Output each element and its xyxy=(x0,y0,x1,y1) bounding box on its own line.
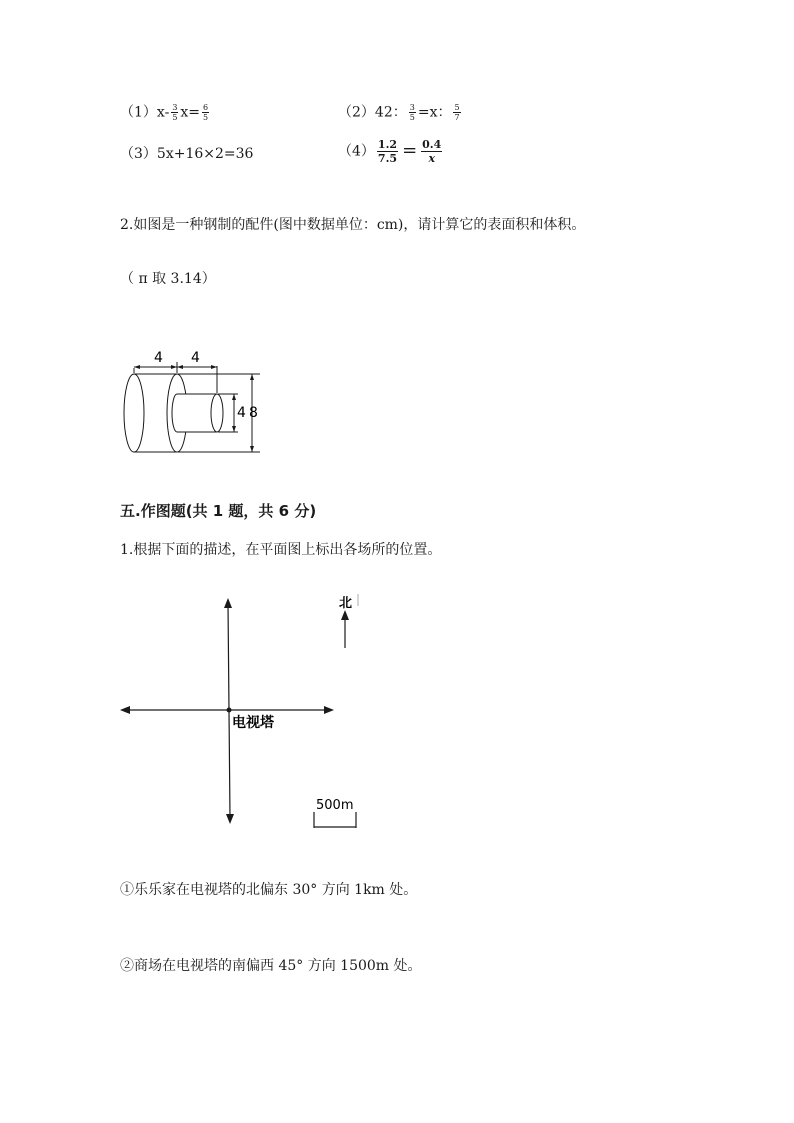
fraction xyxy=(453,103,460,122)
equation-label: （1） xyxy=(120,104,157,121)
question-2-text: 2.如图是一种钢制的配件(图中数据单位：cm)，请计算它的表面积和体积。 xyxy=(120,217,586,233)
axis-arrow-right xyxy=(324,706,334,714)
item-1: ①乐乐家在电视塔的北偏东 30° 方向 1km 处。 xyxy=(120,882,418,898)
denominator: 5 xyxy=(409,113,415,122)
numerator: 0.4 xyxy=(422,138,442,151)
equation-text: 5x+16×2=36 xyxy=(156,146,254,162)
dim-label-outer: 8 xyxy=(249,405,258,421)
numerator: 3 xyxy=(172,103,178,112)
denominator: 7 xyxy=(454,113,460,122)
dim-label-inner: 4 xyxy=(237,405,246,421)
inner-cylinder-end-face xyxy=(211,394,223,432)
equation-text: x= xyxy=(180,104,201,121)
dim-label-right: 4 xyxy=(191,350,200,366)
axis-arrow-down xyxy=(226,814,234,824)
steel-part-figure xyxy=(118,340,268,460)
tv-tower-point xyxy=(227,708,232,713)
axis-arrow-left xyxy=(120,706,130,714)
numerator: 1.2 xyxy=(377,138,398,151)
fraction xyxy=(202,103,209,122)
numerator: 5 xyxy=(454,103,460,112)
equation-2 xyxy=(338,103,463,122)
denominator: 5 xyxy=(203,113,209,122)
numerator: 3 xyxy=(409,103,415,112)
outer-cylinder-back-face xyxy=(124,374,144,452)
fraction xyxy=(171,103,178,122)
axis-arrow-up xyxy=(224,598,232,608)
denominator: 7.5 xyxy=(377,152,398,165)
dim-label-left: 4 xyxy=(154,350,163,366)
equation-label: （4） xyxy=(338,143,375,160)
equation-text: =x： xyxy=(417,104,452,121)
section-5-question-1: 1.根据下面的描述，在平面图上标出各场所的位置。 xyxy=(120,542,442,558)
scale-label: 500m xyxy=(316,798,354,813)
equation-4 xyxy=(338,138,444,165)
equation-text: 42： xyxy=(374,104,407,121)
numerator: 6 xyxy=(203,103,209,112)
equation-3 xyxy=(120,145,253,163)
fraction xyxy=(409,103,416,122)
tv-tower-label: 电视塔 xyxy=(232,715,274,731)
denominator: x xyxy=(428,152,435,165)
denominator: 5 xyxy=(172,113,178,122)
section-5-title: 五.作图题(共 1 题，共 6 分) xyxy=(120,502,317,520)
map-figure xyxy=(118,592,368,832)
equation-label: （2） xyxy=(338,104,375,121)
equation-text: x- xyxy=(156,104,170,121)
pi-note: （ π 取 3.14） xyxy=(120,271,216,287)
north-arrow-head xyxy=(341,610,349,620)
fraction xyxy=(377,138,398,165)
equation-1 xyxy=(120,103,211,122)
equation-label: （3） xyxy=(120,146,157,162)
item-2: ②商场在电视塔的南偏西 45° 方向 1500m 处。 xyxy=(120,958,422,974)
equals-sign: = xyxy=(402,139,418,161)
fraction xyxy=(421,138,442,165)
north-label: 北 xyxy=(339,596,353,611)
